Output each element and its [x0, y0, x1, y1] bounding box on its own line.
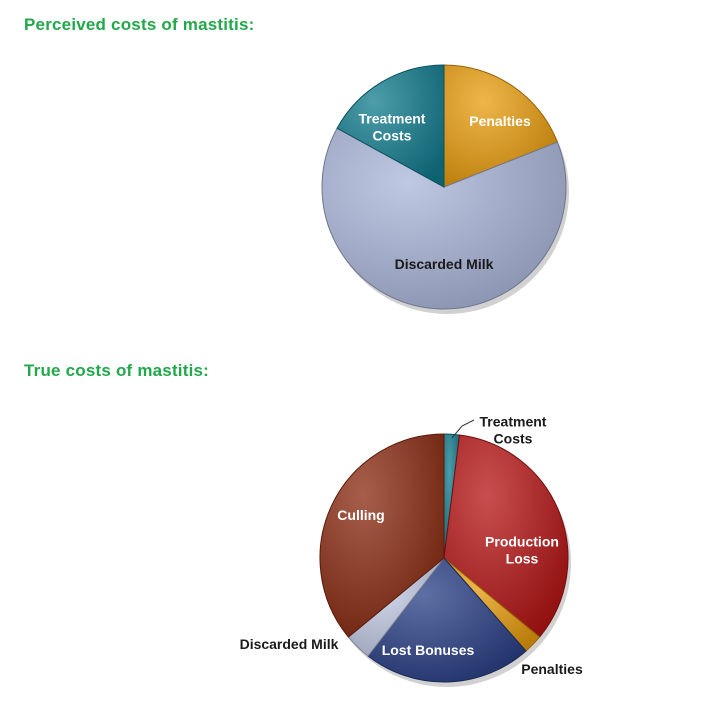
true-costs-pie	[240, 414, 583, 688]
slice-label-treatment-costs: Treatment Costs	[479, 413, 547, 447]
perceived-costs-pie	[322, 65, 569, 314]
chart-title-perceived: Perceived costs of mastitis:	[24, 15, 255, 34]
slice-label-production-loss: Production Loss	[485, 533, 559, 567]
slice-label-treatment-costs: Treatment Costs	[358, 110, 426, 144]
slice-label-lost-bonuses: Lost Bonuses	[381, 641, 475, 658]
chart-title-true: True costs of mastitis:	[24, 361, 210, 380]
slice-label-culling: Culling	[337, 506, 385, 523]
slice-label-penalties: Penalties	[469, 112, 531, 129]
slice-label-discarded-milk: Discarded Milk	[239, 635, 339, 652]
slice-label-discarded-milk: Discarded Milk	[394, 255, 494, 272]
slice-label-penalties: Penalties	[521, 660, 583, 677]
